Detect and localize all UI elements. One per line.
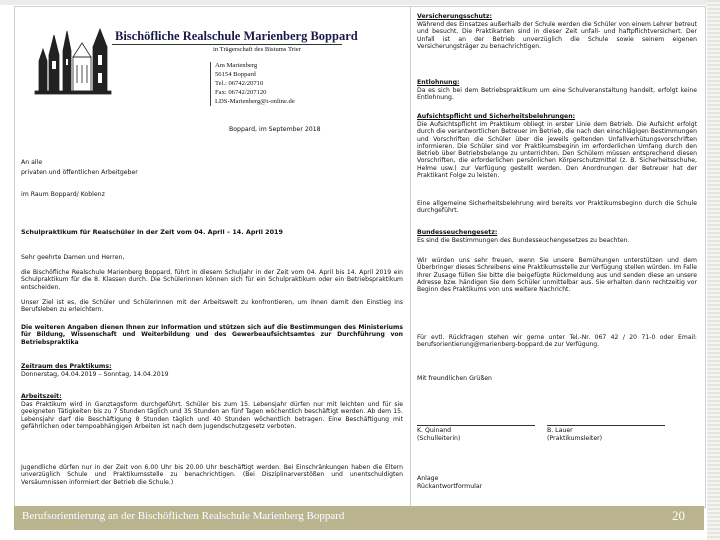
letter-date: Boppard, im September 2018 bbox=[229, 126, 321, 133]
paragraph-info: Die weiteren Angaben dienen Ihnen zur Information und stützen sich auf die Bestimmungen des Ministeriums für Bildung, Wissenschaft und Weiterbildung und des Gewerbeaufsichtsamtes zur Durchführung von Betriebspraktika bbox=[21, 324, 403, 346]
signature-line-left bbox=[417, 425, 535, 426]
payment-heading: Entlohnung: bbox=[417, 79, 460, 86]
letter-salutation: Sehr geehrte Damen und Herren, bbox=[21, 254, 125, 261]
footer-caption: Berufsorientierung an der Bischöflichen Realschule Marienberg Boppard bbox=[22, 510, 345, 522]
address-city: 56154 Boppard bbox=[215, 71, 256, 78]
safety-briefing-text: Eine allgemeine Sicherheitsbelehrung wird bereits vor Praktikumsbeginn durch die Schule durchgeführt. bbox=[417, 200, 697, 215]
period-heading: Zeitraum des Praktikums: bbox=[21, 363, 112, 370]
signature-line-right bbox=[547, 425, 665, 426]
paragraph-intro: die Bischöfliche Realschule Marienberg Boppard, führt in diesem Schuljahr in der Zeit vom 04. April bis 14. April 2019 ein Schulpraktikum für die 8. Klassen durch. Die Schülerinnen können sich für ein Schulpraktikum oder ein Betriebspraktikum entscheiden. bbox=[21, 269, 403, 291]
school-name: Bischöfliche Realschule Marienberg Boppard bbox=[115, 29, 358, 43]
insurance-text: Während des Einsatzes außerhalb der Schule werden die Schüler von einem Lehrer betreut und besucht. Die Praktikanten sind in dieser Zeit unfall- und haftpflichtversichert. Der Unfall ist an der Betrieb unverzüglich die Schule sowie seinem eigenen Versicherungsträger zu benachrichtigen. bbox=[417, 21, 697, 50]
letter-subject: Schulpraktikum für Realschüler in der Zeit vom 04. April – 14. April 2019 bbox=[21, 228, 283, 236]
paragraph-hours: Jugendliche dürfen nur in der Zeit von 6.00 Uhr bis 20.00 Uhr beschäftigt werden. Bei Einschränkungen haben die Eltern unverzüglich Schule und Praktikumsstelle zu benachrichtigen. (Bei Disziplinarverstößen und unentschuldigten Versäumnissen informiert der Betrieb die Schule.) bbox=[21, 464, 403, 486]
supervision-heading: Aufsichtspflicht und Sicherheitsbelehrungen: bbox=[417, 113, 576, 120]
supervision-text: Die Aufsichtspflicht im Praktikum obliegt in erster Linie dem Betrieb. Die Aufsicht erfolgt durch die verantwortlichen Betreuer im Betrieb, die nach den einschlägigen Bestimmungen und Vorschriften die Schüler über die jeweils geltenden Unfallverhütungsvorschriften informieren. Die Schüler sind vor Praktikumsbeginn im erforderlichen Umfang durch den Betrieb über Betriebsbelange zu unterrichten. Den Schülern müssen entsprechend diesen Vorschriften, die erforderlichen persönlichen Körperschutzmittel (z. B. Sicherheitsschuhe, Helme usw.) zur Verfügung gestellt werden. Den Anordnungen der Betreuer hat der Praktikant Folge zu leisten. bbox=[417, 121, 697, 180]
signature-left-role: (Schulleiterin) bbox=[417, 435, 461, 442]
period-value: Donnerstag, 04.04.2019 – Sonntag, 14.04.2019 bbox=[21, 371, 169, 378]
address-street: Am Marienberg bbox=[215, 62, 258, 69]
school-carrier: in Trägerschaft des Bistums Trier bbox=[213, 46, 301, 53]
letter-page-1 bbox=[14, 6, 412, 508]
letterhead-divider bbox=[112, 44, 342, 45]
letter-page-2 bbox=[410, 6, 706, 508]
law-heading: Bundesseuchengesetz: bbox=[417, 229, 498, 236]
contact-text: Für evtl. Rückfragen stehen wir gerne unter Tel.-Nr. 067 42 / 20 71-0 oder Email: berufsorientierung@marienberg-boppard.de zur Verfügung. bbox=[417, 334, 697, 349]
recipient-line-2: privaten und öffentlichen Arbeitgeber bbox=[21, 169, 138, 176]
cathedral-logo-icon bbox=[33, 21, 115, 101]
address-email: LDS-Marienberg@t-online.de bbox=[215, 98, 295, 105]
address-fax: Fax: 06742/207120 bbox=[215, 89, 267, 96]
payment-text: Da es sich bei dem Betriebspraktikum um eine Schulveranstaltung handelt, erfolgt keine Entlohnung. bbox=[417, 87, 697, 102]
insurance-heading: Versicherungsschutz: bbox=[417, 13, 492, 20]
closing-greeting: Mit freundlichen Grüßen bbox=[417, 375, 492, 382]
worktime-heading: Arbeitszeit: bbox=[21, 393, 62, 400]
recipient-line-1: An alle bbox=[21, 159, 43, 166]
signature-right-role: (Praktikumsleiter) bbox=[547, 435, 603, 442]
signature-left-name: K. Quinand bbox=[417, 427, 452, 434]
slide-right-border bbox=[707, 0, 720, 540]
recipient-line-3: im Raum Boppard/ Koblenz bbox=[21, 191, 105, 198]
attachment-name: Rückantwortformular bbox=[417, 483, 483, 490]
address-tel: Tel.: 06742/20710 bbox=[215, 80, 264, 87]
paragraph-goal: Unser Ziel ist es, die Schüler und Schülerinnen mit der Arbeitswelt zu konfrontieren, um ihnen damit den Einstieg ins Berufsleben zu erleichtern. bbox=[21, 299, 403, 314]
attachment-label: Anlage bbox=[417, 475, 439, 482]
signature-right-name: B. Lauer bbox=[547, 427, 573, 434]
request-text: Wir würden uns sehr freuen, wenn Sie unsere Bemühungen unterstützen und dem Überbringer dieses Schreibens eine Praktikumsstelle zur Verfügung stellen würden. Im Falle Ihrer Zusage füllen Sie bitte die beigefügte Rückmeldung aus und senden diese an unsere Adresse bzw. händigen Sie dem Schüler unmittelbar aus. Sie erhalten dann rechtzeitig vor Beginn des Praktikums von uns weitere Nachricht. bbox=[417, 257, 697, 294]
slide-top-border bbox=[0, 0, 720, 5]
paragraph-worktime: Das Praktikum wird in Ganztagsform durchgeführt. Schüler bis zum 15. Lebensjahr dürfen nur mit leichten und für sie geeigneten Tätigkeiten bis zu 7 Stunden täglich und 35 Stunden an fünf Tagen wöchentlich beschäftigt werden. Ab dem 15. Lebensjahr darf die Beschäftigung 8 Stunden täglich und 40 Stunden wöchentlich betragen. Eine Beschäftigung mit gefährlichen oder tempoabhängigen Arbeiten ist nach dem Jugendschutzgesetz verboten. bbox=[21, 401, 403, 430]
law-text: Es sind die Bestimmungen des Bundesseuchengesetzes zu beachten. bbox=[417, 237, 630, 244]
page-number: 20 bbox=[672, 508, 685, 523]
address-box bbox=[210, 62, 342, 106]
